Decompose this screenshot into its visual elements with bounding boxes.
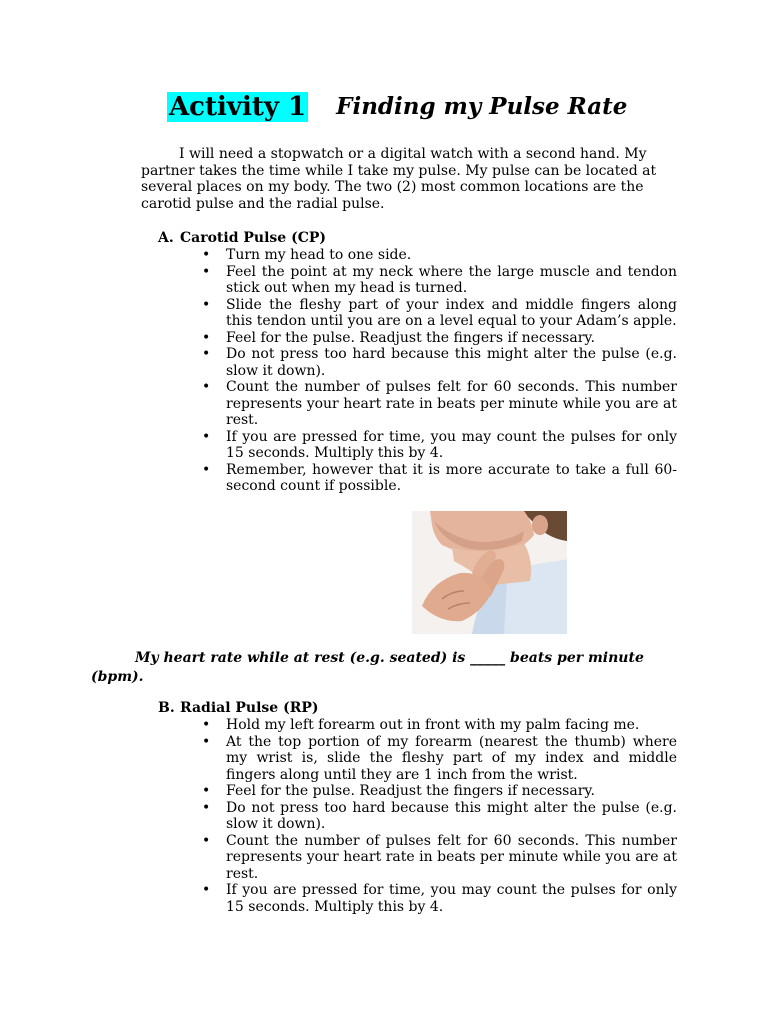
list-item: • If you are pressed for time, you may count the pulses for only 15 seconds. Multiply this by 4. — [226, 882, 677, 915]
section-a-heading — [158, 230, 326, 247]
section-a-letter: A. — [158, 230, 174, 246]
list-item: • At the top portion of my forearm (nearest the thumb) where my wrist is, slide the fleshy part of my index and middle fingers along until they are 1 inch from the wrist. — [226, 734, 677, 784]
neck-pulse-photo — [412, 511, 567, 634]
list-item: • Remember, however that it is more accurate to take a full 60-second count if possible. — [226, 462, 677, 495]
section-b-title: Radial Pulse (RP) — [180, 700, 319, 716]
list-item: • Turn my head to one side. — [226, 247, 677, 264]
section-b-heading — [158, 700, 319, 717]
section-a-title: Carotid Pulse (CP) — [180, 230, 326, 246]
list-item: • If you are pressed for time, you may count the pulses for only 15 seconds. Multiply this by 4. — [226, 429, 677, 462]
activity-header — [167, 92, 627, 122]
activity-title: Finding my Pulse Rate — [336, 93, 628, 120]
heart-rate-prompt-line1: My heart rate while at rest (e.g. seated) is _____ beats per minute — [135, 650, 644, 666]
intro-paragraph: I will need a stopwatch or a digital watch with a second hand. My partner takes the time while I take my pulse. My pulse can be located at several places on my body. The two (2) most common locations are the carotid pulse and the radial pulse. — [141, 146, 657, 212]
list-item: • Slide the fleshy part of your index and middle fingers along this tendon until you are on a level equal to your Adam’s apple. — [226, 297, 677, 330]
list-item: • Feel for the pulse. Readjust the fingers if necessary. — [226, 783, 677, 800]
list-item: • Hold my left forearm out in front with my palm facing me. — [226, 717, 677, 734]
list-item: • Do not press too hard because this might alter the pulse (e.g. slow it down). — [226, 346, 677, 379]
heart-rate-prompt-line2: (bpm). — [91, 669, 144, 685]
list-item: • Feel the point at my neck where the large muscle and tendon stick out when my head is turned. — [226, 264, 677, 297]
list-item: • Count the number of pulses felt for 60 seconds. This number represents your heart rate in beats per minute while you are at rest. — [226, 379, 677, 429]
radial-steps-list — [226, 717, 677, 915]
section-b-letter: B. — [158, 700, 175, 716]
list-item: • Feel for the pulse. Readjust the fingers if necessary. — [226, 330, 677, 347]
heart-rate-prompt — [91, 649, 651, 687]
neck-pulse-illustration — [412, 511, 567, 634]
list-item: • Count the number of pulses felt for 60 seconds. This number represents your heart rate in beats per minute while you are at rest. — [226, 833, 677, 883]
activity-label: Activity 1 — [169, 92, 307, 122]
carotid-steps-list — [226, 247, 677, 495]
list-item: • Do not press too hard because this might alter the pulse (e.g. slow it down). — [226, 800, 677, 833]
